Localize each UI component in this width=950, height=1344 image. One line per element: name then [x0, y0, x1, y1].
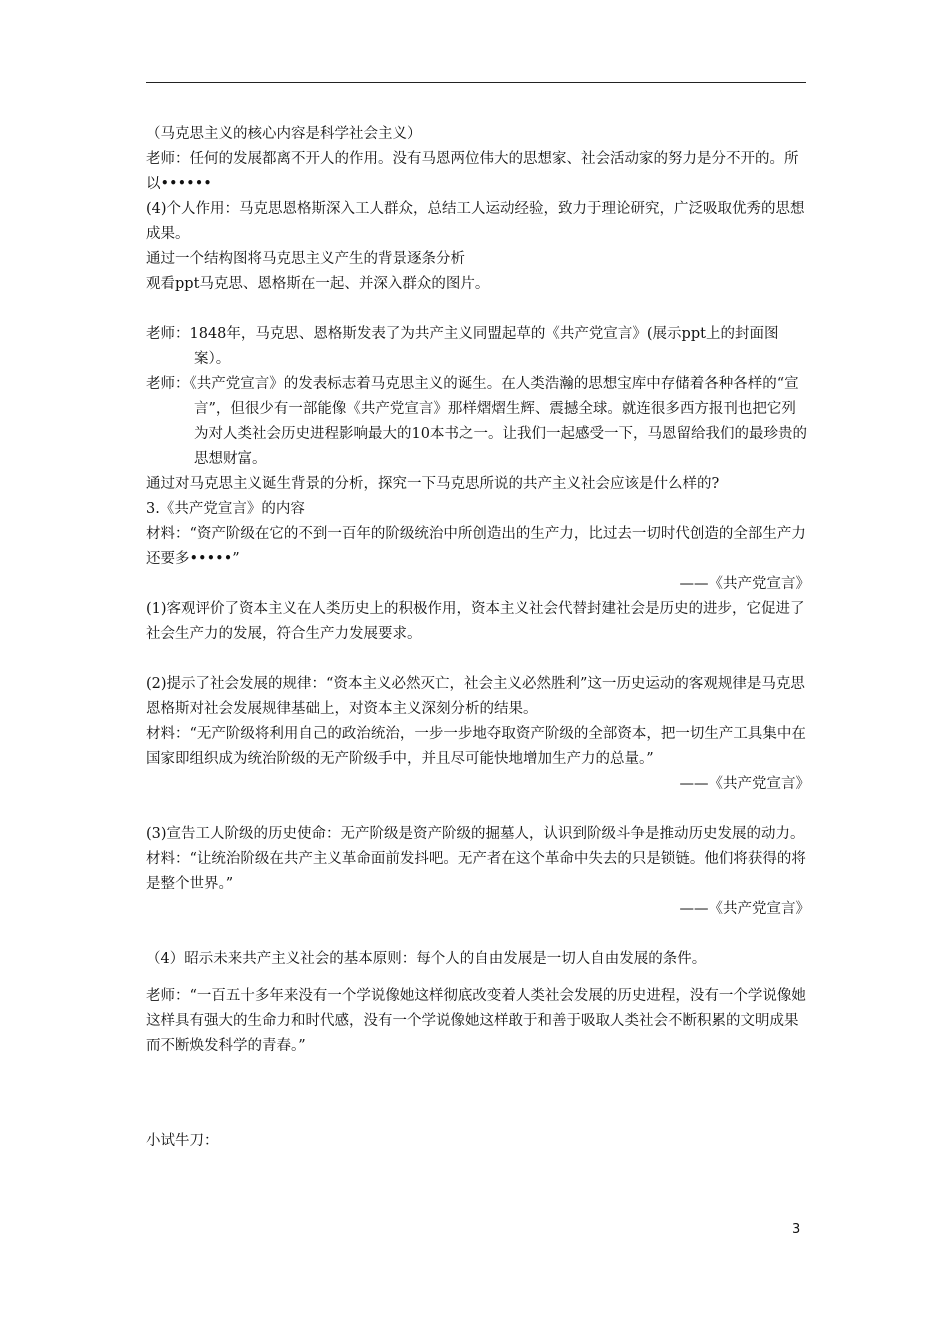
quote-source: ——《共产党宣言》	[679, 901, 810, 917]
paragraph: (3)宣告工人阶级的历史使命：无产阶级是资产阶级的掘墓人，认识到阶级斗争是推动历史发展的动力。	[146, 826, 805, 842]
paragraph: 老师：《共产党宣言》的发表标志着马克思主义的诞生。在人类浩瀚的思想宝库中存储着各种各样的“宣言”，但很少有一部能像《共产党宣言》那样熠熠生辉、震撼全球。就连很多西方报刊也把它列为对人类社会历史进程影响最大的10本书之一。让我们一起感受一下，马恩留给我们的最珍贵的思想财富。	[146, 376, 807, 467]
paragraph: 老师：任何的发展都离不开人的作用。没有马恩两位伟大的思想家、社会活动家的努力是分不开的。所以••••••	[146, 151, 799, 192]
paragraph: (4)个人作用：马克思恩格斯深入工人群众，总结工人运动经验，致力于理论研究，广泛吸取优秀的思想成果。	[146, 201, 805, 242]
material-quote: 材料：“资产阶级在它的不到一百年的阶级统治中所创造出的生产力，比过去一切时代创造的全部生产力还要多•••••”	[146, 526, 806, 567]
page-number: 3	[792, 1222, 801, 1237]
quote-source: ——《共产党宣言》	[679, 776, 810, 792]
paragraph: (2)提示了社会发展的规律：“资本主义必然灭亡，社会主义必然胜利”这一历史运动的客观规律是马克思恩格斯对社会发展规律基础上，对资本主义深刻分析的结果。	[146, 676, 805, 717]
paragraph: (1)客观评价了资本主义在人类历史上的积极作用，资本主义社会代替封建社会是历史的进步，它促进了社会生产力的发展，符合生产力发展要求。	[146, 601, 805, 642]
paragraph: （马克思主义的核心内容是科学社会主义）	[146, 126, 422, 142]
paragraph: （4）昭示未来共产主义社会的基本原则：每个人的自由发展是一切人自由发展的条件。	[146, 951, 707, 967]
paragraph: 通过一个结构图将马克思主义产生的背景逐条分析	[146, 251, 465, 267]
material-quote: 材料：“让统治阶级在共产主义革命面前发抖吧。无产者在这个革命中失去的只是锁链。他们将获得的将是整个世界。”	[146, 851, 806, 892]
quote-source: ——《共产党宣言》	[679, 576, 810, 592]
header-rule	[146, 82, 806, 83]
material-quote: 材料：“无产阶级将利用自己的政治统治，一步一步地夺取资产阶级的全部资本，把一切生产工具集中在国家即组织成为统治阶级的无产阶级手中，并且尽可能快地增加生产力的总量。”	[146, 726, 806, 767]
document-body	[146, 122, 810, 1154]
paragraph: 通过对马克思主义诞生背景的分析，探究一下马克思所说的共产主义社会应该是什么样的?	[146, 476, 720, 492]
paragraph: 老师：1848年，马克思、恩格斯发表了为共产主义同盟起草的《共产党宣言》(展示ppt上的封面图案）。	[146, 326, 779, 367]
paragraph: 观看ppt马克思、恩格斯在一起、并深入群众的图片。	[146, 276, 490, 292]
paragraph: 老师：“一百五十多年来没有一个学说像她这样彻底改变着人类社会发展的历史进程，没有一个学说像她这样具有强大的生命力和时代感，没有一个学说像她这样敢于和善于吸取人类社会不断积累的文明成果而不断焕发科学的青春。”	[146, 988, 806, 1054]
section-heading: 小试牛刀：	[146, 1133, 219, 1149]
section-heading: 3.《共产党宣言》的内容	[146, 501, 305, 517]
